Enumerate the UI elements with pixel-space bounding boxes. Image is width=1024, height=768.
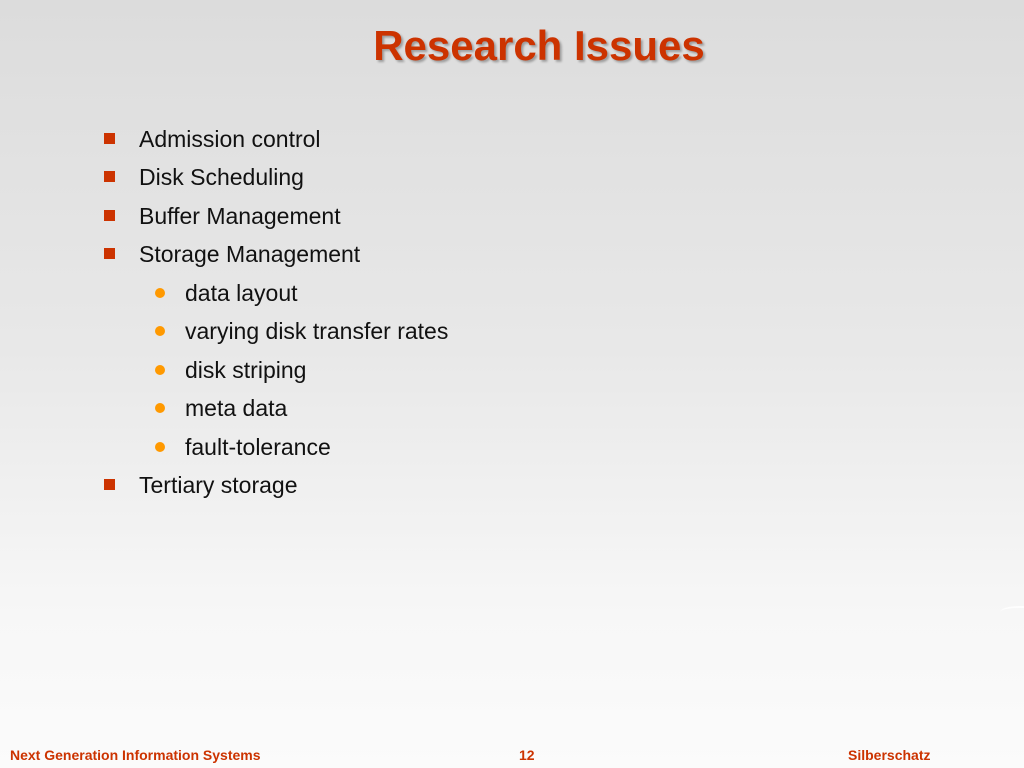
slide-title: Research Issues — [373, 22, 705, 69]
square-bullet-icon — [104, 210, 115, 221]
list-item — [155, 313, 448, 349]
bullet-text: disk striping — [185, 357, 307, 383]
round-bullet-icon — [155, 442, 165, 452]
square-bullet-icon — [104, 479, 115, 490]
bullet-text: Buffer Management — [139, 203, 341, 229]
footer-page-number: 12 — [519, 747, 535, 763]
bullet-text: meta data — [185, 395, 288, 421]
list-item — [155, 429, 331, 465]
round-bullet-icon — [155, 288, 165, 298]
list-item — [104, 159, 304, 195]
list-item — [104, 198, 341, 234]
round-bullet-icon — [155, 365, 165, 375]
bullet-text: Admission control — [139, 126, 321, 152]
round-bullet-icon — [155, 326, 165, 336]
footer-author: Silberschatz — [848, 747, 931, 763]
list-item — [155, 390, 287, 426]
square-bullet-icon — [104, 171, 115, 182]
list-item — [104, 467, 298, 503]
bullet-text: Tertiary storage — [139, 472, 298, 498]
square-bullet-icon — [104, 248, 115, 259]
bullet-text: Disk Scheduling — [139, 164, 304, 190]
square-bullet-icon — [104, 133, 115, 144]
bullet-text: varying disk transfer rates — [185, 318, 449, 344]
bullet-text: Storage Management — [139, 241, 361, 267]
round-bullet-icon — [155, 403, 165, 413]
list-item — [155, 275, 298, 311]
list-item — [155, 352, 306, 388]
bullet-text: data layout — [185, 280, 298, 306]
bullet-text: fault-tolerance — [185, 434, 331, 460]
decorative-swoosh — [1000, 606, 1024, 618]
list-item — [104, 236, 360, 272]
list-item — [104, 121, 321, 157]
footer-course-title: Next Generation Information Systems — [10, 747, 261, 763]
